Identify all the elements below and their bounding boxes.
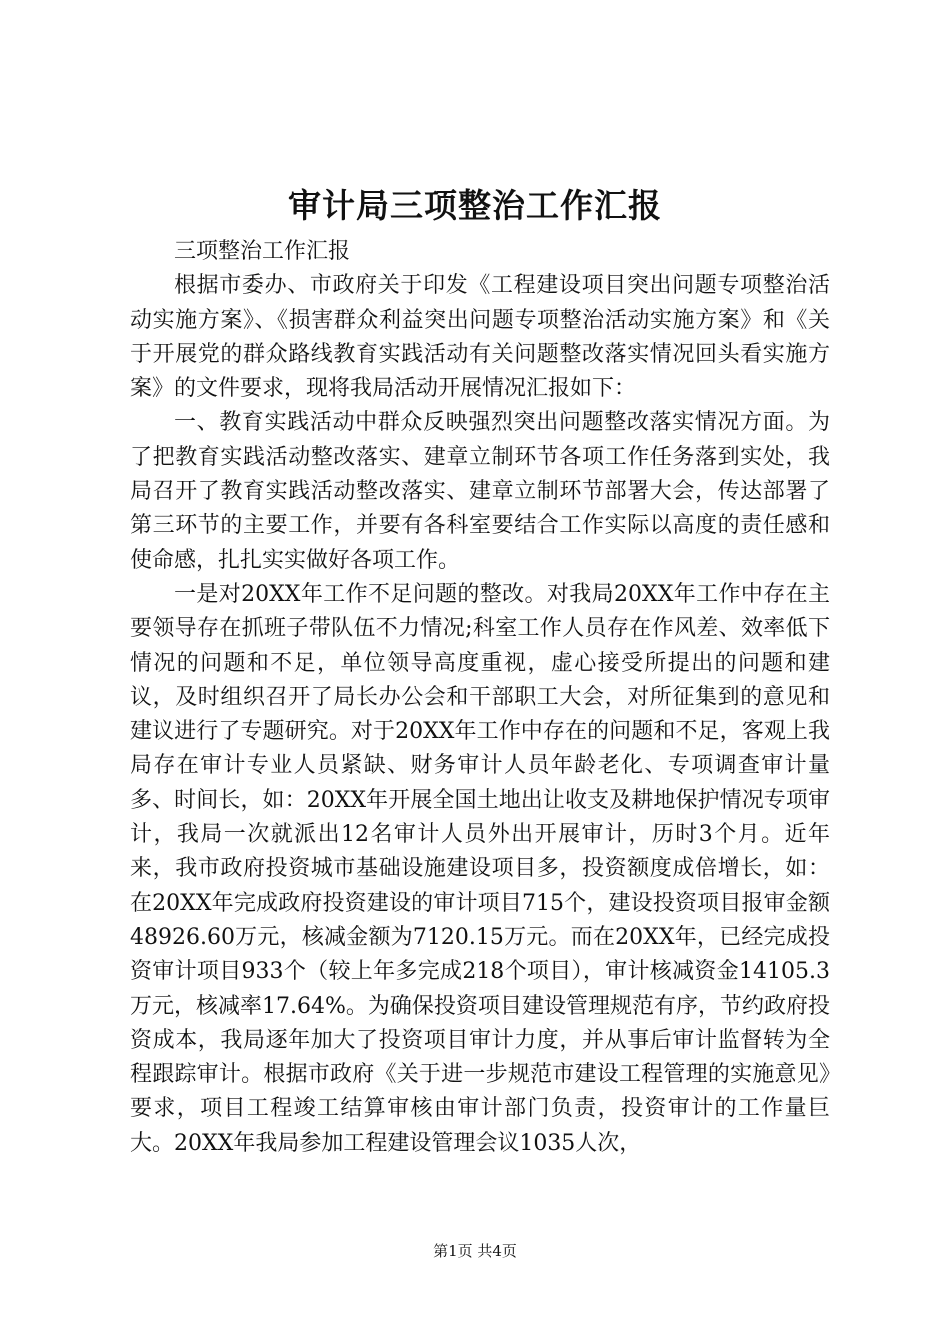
body-paragraph-intro: 根据市委办、市政府关于印发《工程建设项目突出问题专项整治活动实施方案》、《损害群众利益突出问题专项整治活动实施方案》和《关于开展党的群众路线教育实践活动有关问题整改落实情况回头看实施方案》的文件要求，现将我局活动开展情况汇报如下： <box>130 273 830 402</box>
body-paragraph-section-one: 一、教育实践活动中群众反映强烈突出问题整改落实情况方面。为了把教育实践活动整改落实、建章立制环节各项工作任务落到实处，我局召开了教育实践活动整改落实、建章立制环节部署大会，传达部署了第三环节的主要工作，并要有各科室要结合工作实际以高度的责任感和使命感，扎扎实实做好各项工作。 <box>130 410 830 573</box>
document-body <box>130 235 830 1161</box>
page-number-footer: 第1页 共4页 <box>433 1242 517 1260</box>
document-title: 审计局三项整治工作汇报 <box>288 186 662 225</box>
body-paragraph-rectification: 一是对20XX年工作不足问题的整改。对我局20XX年工作中存在主要领导存在抓班子带队伍不力情况;科室工作人员存在作风差、效率低下情况的问题和不足，单位领导高度重视，虚心接受所提出的问题和建议，及时组织召开了局长办公会和干部职工大会，对所征集到的意见和建议进行了专题研究。对于20XX年工作中存在的问题和不足，客观上我局存在审计专业人员紧缺、财务审计人员年龄老化、专项调查审计量多、时间长，如：20XX年开展全国土地出让收支及耕地保护情况专项审计，我局一次就派出12名审计人员外出开展审计，历时3个月。近年来，我市政府投资城市基础设施建设项目多，投资额度成倍增长，如：在20XX年完成政府投资建设的审计项目715个，建设投资项目报审金额48926.60万元，核减金额为7120.15万元。而在20XX年，已经完成投资审计项目933个（较上年多完成218个项目），审计核减资金14105.3万元，核减率17.64%。为确保投资项目建设管理规范有序，节约政府投资成本，我局逐年加大了投资项目审计力度，并从事后审计监督转为全程跟踪审计。根据市政府《关于进一步规范市建设工程管理的实施意见》要求，项目工程竣工结算审核由审计部门负责，投资审计的工作量巨大。20XX年我局参加工程建设管理会议1035人次， <box>130 581 830 1156</box>
body-paragraph-subtitle: 三项整治工作汇报 <box>174 239 351 264</box>
